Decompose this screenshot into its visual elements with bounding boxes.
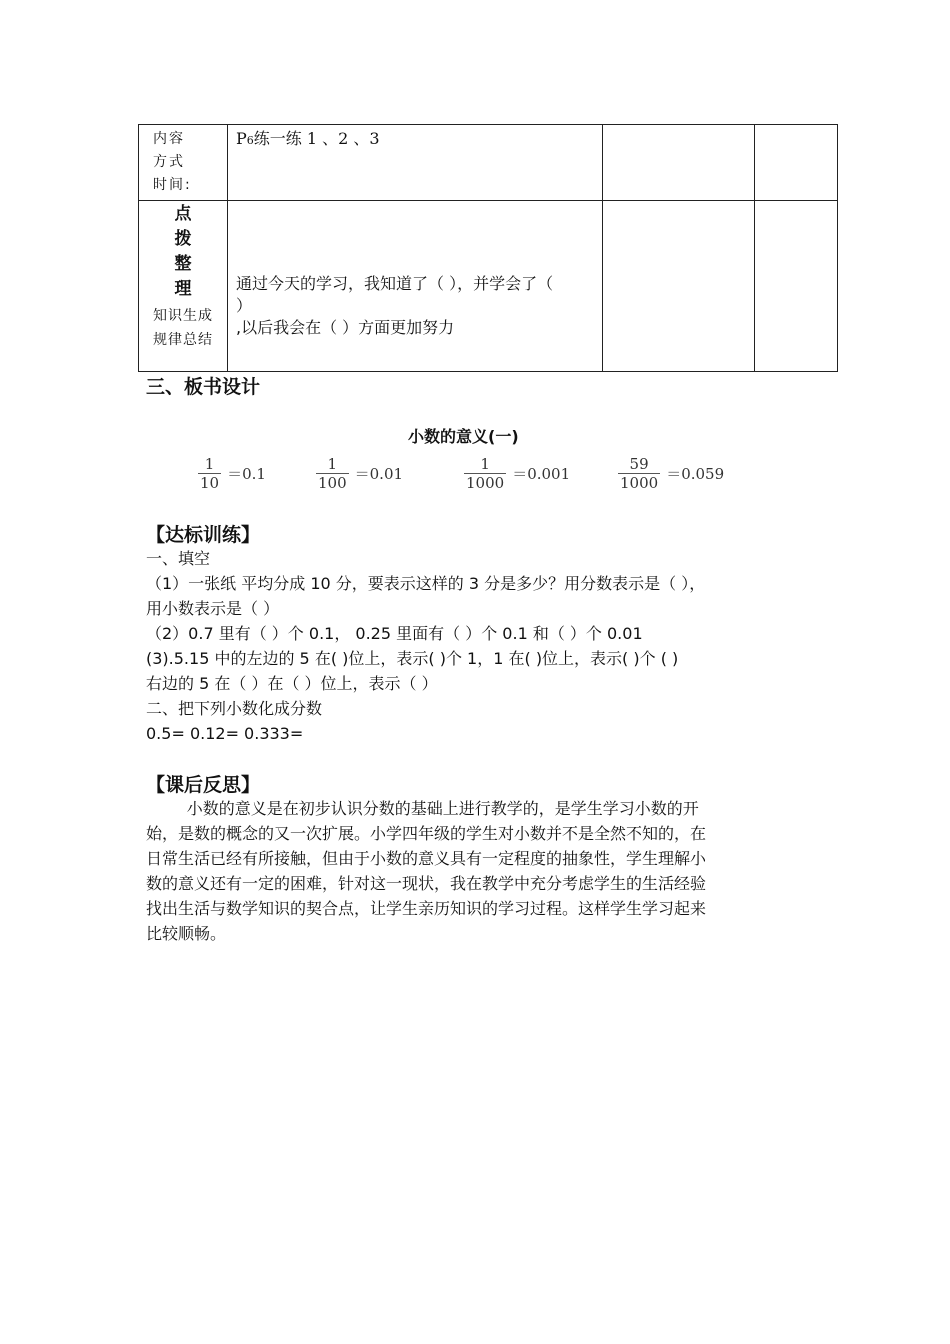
- row2-label: [139, 202, 227, 352]
- label-char: 拨: [174, 229, 192, 249]
- board-title: 小数的意义(一): [408, 427, 519, 446]
- label-method: 方式: [153, 154, 185, 170]
- denominator: 1000: [466, 473, 505, 492]
- question-3a: (3).5.15 中的左边的 5 在( )位上，表示( )个 1，1 在( )位上，表示( )个 ( ): [146, 649, 679, 668]
- label-char: 理: [174, 279, 192, 299]
- fraction-item: [464, 450, 570, 496]
- page-prefix: P: [236, 129, 247, 148]
- decimal-value: ＝0.1: [227, 464, 266, 483]
- reflection-line: 小数的意义是在初步认识分数的基础上进行教学的，是学生学习小数的开: [146, 799, 699, 818]
- question-3b: 右边的 5 在（ ）在（ ）位上，表示（ ）: [146, 674, 438, 693]
- numerator: 1: [327, 454, 338, 473]
- numerator: 1: [204, 454, 215, 473]
- question-1b: 用小数表示是（ ）: [146, 599, 280, 618]
- label-summary: 规律总结: [153, 332, 213, 348]
- exercise-text: 练一练 1 、2 、3: [253, 129, 380, 148]
- denominator: 1000: [620, 473, 659, 492]
- decimal-value: ＝0.059: [666, 464, 725, 483]
- row1-content: [236, 127, 380, 153]
- table-divider: [602, 125, 603, 371]
- table-divider: [227, 125, 228, 371]
- conversion-items: 0.5= 0.12= 0.333=: [146, 724, 304, 743]
- part1-title: 一、填空: [146, 549, 211, 568]
- label-knowledge: 知识生成: [153, 308, 213, 324]
- label-time: 时间:: [153, 177, 192, 193]
- section-title-board: 三、板书设计: [146, 376, 261, 398]
- label-char: 点: [174, 204, 192, 224]
- reflection-paragraph: [146, 796, 816, 946]
- numerator: 59: [629, 454, 649, 473]
- numerator: 1: [480, 454, 490, 473]
- question-2: （2）0.7 里有（ ）个 0.1， 0.25 里面有（ ）个 0.1 和（ ）个 0.01: [146, 624, 643, 643]
- question-1a: （1）一张纸 平均分成 10 分，要表示这样的 3 分是多少？用分数表示是（ ），: [146, 574, 706, 593]
- denominator: 10: [200, 473, 220, 492]
- section-title-reflection: 【课后反思】: [146, 774, 261, 796]
- row1-label: [153, 128, 192, 197]
- part2-title: 二、把下列小数化成分数: [146, 699, 323, 718]
- reflection-line: 始，是数的概念的又一次扩展。小学四年级的学生对小数并不是全然不知的，在: [146, 824, 707, 843]
- fraction-item: [618, 450, 724, 496]
- denominator: 100: [318, 473, 347, 492]
- reflection-line: 数的意义还有一定的困难，针对这一现状，我在教学中充分考虑学生的生活经验: [146, 874, 707, 893]
- row2-content: [236, 272, 553, 340]
- reflection-line: 比较顺畅。: [146, 924, 227, 943]
- reflection-line: 日常生活已经有所接触，但由于小数的意义具有一定程度的抽象性，学生理解小: [146, 849, 707, 868]
- summary-line: ,以后我会在（ ）方面更加努力: [236, 318, 455, 337]
- table-divider: [139, 200, 837, 201]
- section-title-training: 【达标训练】: [146, 524, 261, 546]
- summary-line: ）: [236, 296, 253, 315]
- decimal-value: ＝0.001: [512, 464, 571, 483]
- label-content: 内容: [153, 131, 185, 147]
- summary-line: 通过今天的学习，我知道了（ ），并学会了（: [236, 274, 554, 293]
- label-char: 整: [174, 254, 192, 274]
- page-number: 6: [246, 134, 254, 147]
- fraction-item: [198, 450, 266, 496]
- lesson-table: [138, 124, 838, 372]
- fraction-item: [316, 450, 403, 496]
- reflection-line: 找出生活与数学知识的契合点，让学生亲历知识的学习过程。这样学生学习起来: [146, 899, 707, 918]
- table-divider: [754, 125, 755, 371]
- decimal-value: ＝0.01: [354, 464, 404, 483]
